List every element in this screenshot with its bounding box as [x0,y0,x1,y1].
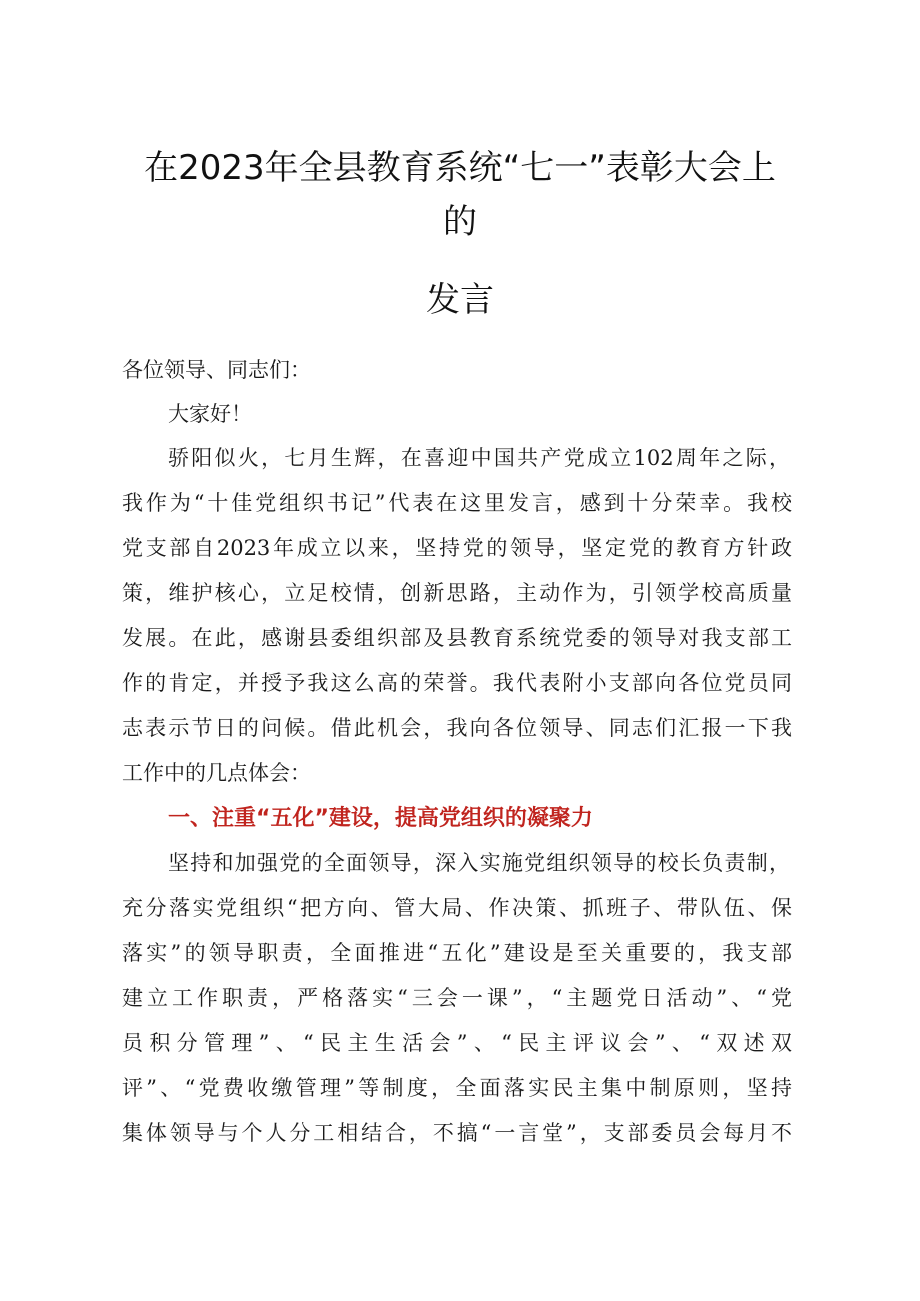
section-heading: 一、注重“五化”建设，提高党组织的凝聚力 [168,806,593,831]
paragraph-1-line: 骄阳似火，七月生辉，在喜迎中国共产党成立102周年之际， [168,446,790,470]
paragraph-1-line: 策，维护核心，立足校情，创新思路，主动作为，引领学校高质量 [122,581,792,605]
document-title-line-2: 的 [443,202,477,242]
paragraph-2-line: 建立工作职责，严格落实“三会一课”，“主题党日活动”、“党 [122,986,792,1010]
paragraph-1-line: 工作中的几点体会： [122,761,311,785]
paragraph-2-line: 评”、“党费收缴管理”等制度，全面落实民主集中制原则，坚持 [122,1076,792,1100]
paragraph-2-line: 落实”的领导职责，全面推进“五化”建设是至关重要的，我支部 [122,941,792,965]
paragraph-2-line: 充分落实党组织“把方向、管大局、作决策、抓班子、带队伍、保 [122,896,792,920]
paragraph-1-line: 党支部自2023年成立以来，坚持党的领导，坚定党的教育方针政 [122,536,792,560]
paragraph-1-line: 发展。在此，感谢县委组织部及县教育系统党委的领导对我支部工 [122,626,792,650]
greeting: 大家好！ [168,402,252,426]
document-title-line-3: 发言 [426,280,494,320]
paragraph-1-line: 我作为“十佳党组织书记”代表在这里发言，感到十分荣幸。我校 [122,491,792,515]
paragraph-1-line: 作的肯定，并授予我这么高的荣誉。我代表附小支部向各位党员同 [122,671,792,695]
paragraph-2-line: 员积分管理”、“民主生活会”、“民主评议会”、“双述双 [122,1031,792,1055]
paragraph-1-line: 志表示节日的问候。借此机会，我向各位领导、同志们汇报一下我 [122,716,792,740]
document-title-line-1: 在2023年全县教育系统“七一”表彰大会上 [144,148,776,188]
paragraph-2-line: 集体领导与个人分工相结合，不搞“一言堂”，支部委员会每月不 [122,1121,792,1145]
salutation: 各位领导、同志们： [122,358,311,382]
paragraph-2-line: 坚持和加强党的全面领导，深入实施党组织领导的校长负责制， [168,851,790,875]
